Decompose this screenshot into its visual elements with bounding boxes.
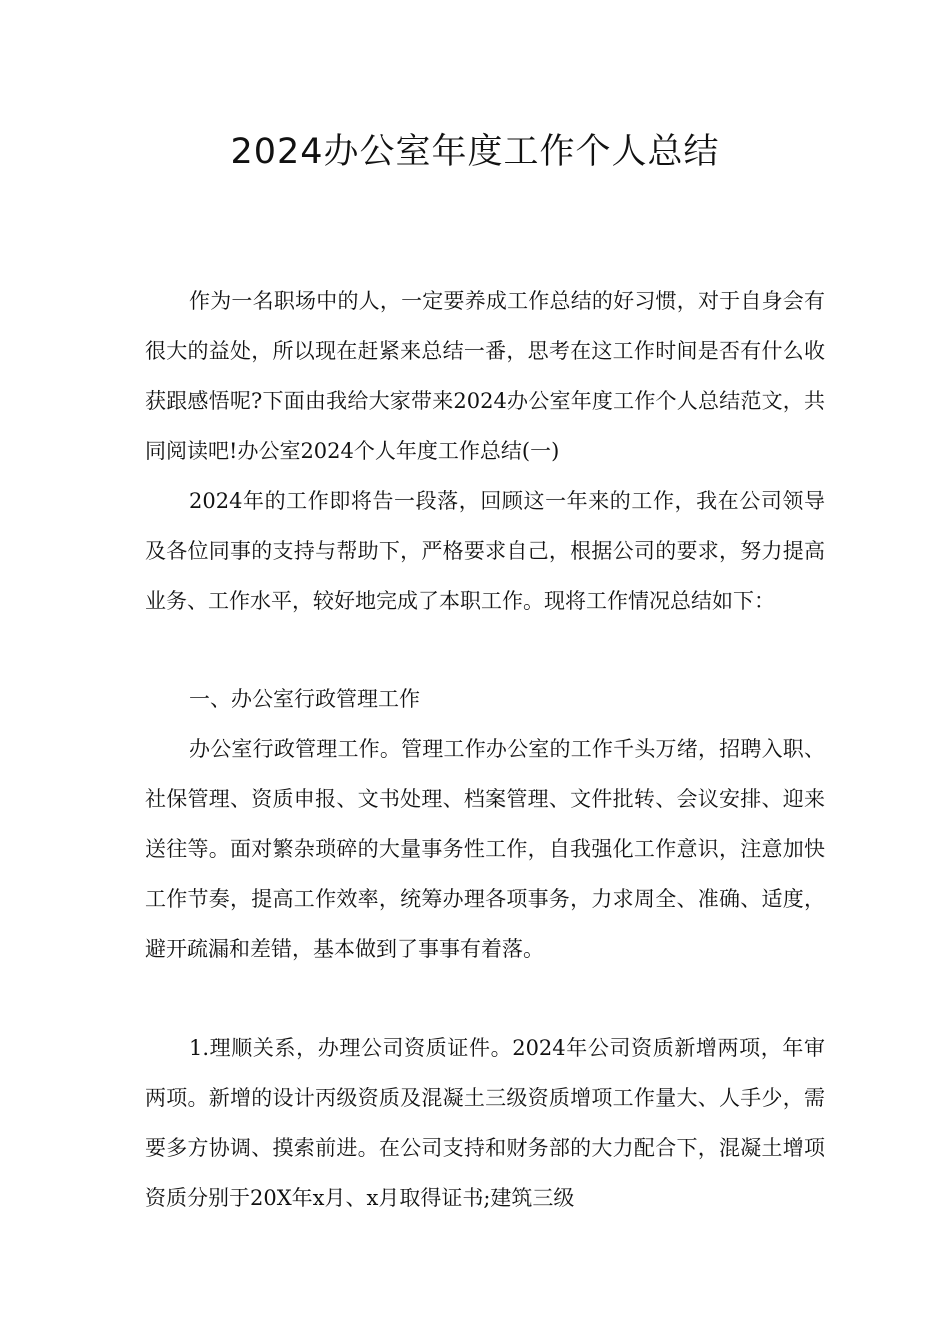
paragraph-qualifications: 1.理顺关系，办理公司资质证件。2024年公司资质新增两项，年审两项。新增的设计丙级资质及混凝土三级资质增项工作量大、人手少，需要多方协调、摸索前进。在公司支持和财务部的大力配合下，混凝土增项资质分别于20X年x月、x月取得证书;建筑三级	[145, 1036, 825, 1210]
document-title: 2024办公室年度工作个人总结	[230, 132, 720, 172]
paragraph-admin-work: 办公室行政管理工作。管理工作办公室的工作千头万绪，招聘入职、社保管理、资质申报、文书处理、档案管理、文件批转、会议安排、迎来送往等。面对繁杂琐碎的大量事务性工作，自我强化工作意识，注意加快工作节奏，提高工作效率，统筹办理各项事务，力求周全、准确、适度，避开疏漏和差错，基本做到了事事有着落。	[145, 737, 825, 961]
section-heading-admin: 一、办公室行政管理工作	[189, 687, 420, 711]
paragraph-overview: 2024年的工作即将告一段落，回顾这一年来的工作，我在公司领导及各位同事的支持与帮助下，严格要求自己，根据公司的要求，努力提高业务、工作水平，较好地完成了本职工作。现将工作情况总结如下：	[145, 489, 825, 613]
paragraph-intro: 作为一名职场中的人，一定要养成工作总结的好习惯，对于自身会有很大的益处，所以现在赶紧来总结一番，思考在这工作时间是否有什么收获跟感悟呢?下面由我给大家带来2024办公室年度工作个人总结范文，共同阅读吧!办公室2024个人年度工作总结(一)	[145, 289, 825, 463]
